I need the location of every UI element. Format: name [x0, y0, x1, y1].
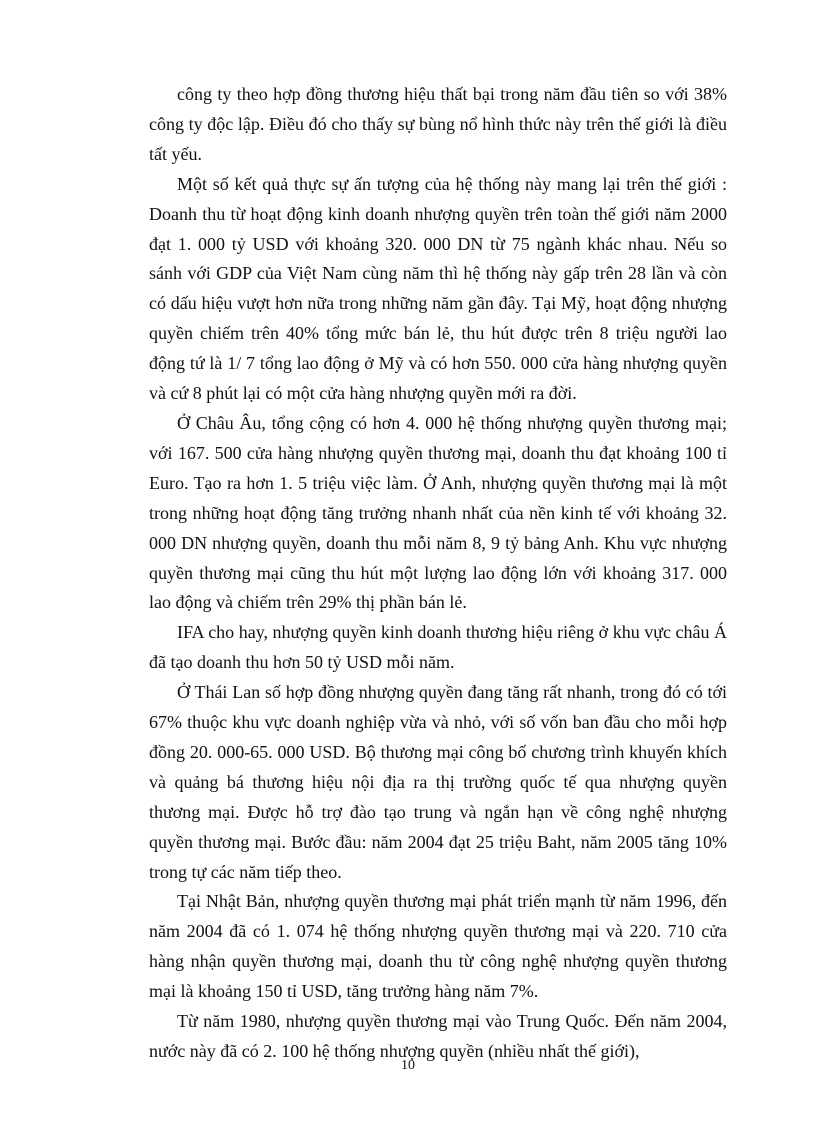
document-body [149, 80, 727, 1067]
paragraph: Một số kết quả thực sự ấn tượng của hệ thống này mang lại trên thế giới : Doanh thu từ hoạt động kinh doanh nhượng quyền trên toàn thế giới năm 2000 đạt 1. 000 tỷ USD với khoảng 320. 000 DN từ 75 ngành khác nhau. Nếu so sánh với GDP của Việt Nam cùng năm thì hệ thống này gấp trên 28 lần và còn có dấu hiệu vượt hơn nữa trong những năm gần đây. Tại Mỹ, hoạt động nhượng quyền chiếm trên 40% tổng mức bán lẻ, thu hút được trên 8 triệu người lao động tứ là 1/ 7 tổng lao động ở Mỹ và có hơn 550. 000 cửa hàng nhượng quyền và cứ 8 phút lại có một cửa hàng nhượng quyền mới ra đời. [149, 173, 727, 404]
paragraph: công ty theo hợp đồng thương hiệu thất bại trong năm đầu tiên so với 38% công ty độc lập. Điều đó cho thấy sự bùng nổ hình thức này trên thế giới là điều tất yếu. [149, 84, 727, 164]
paragraph: Từ năm 1980, nhượng quyền thương mại vào Trung Quốc. Đến năm 2004, nước này đã có 2. 100 hệ thống nhượng quyền (nhiều nhất thế giới), [149, 1011, 727, 1061]
paragraph: Tại Nhật Bản, nhượng quyền thương mại phát triển mạnh từ năm 1996, đến năm 2004 đã có 1. 074 hệ thống nhượng quyền thương mại và 220. 710 cửa hàng nhận quyền thương mại, doanh thu từ công nghệ nhượng quyền thương mại là khoảng 150 tỉ USD, tăng trưởng hàng năm 7%. [149, 891, 727, 1002]
paragraph: Ở Châu Âu, tổng cộng có hơn 4. 000 hệ thống nhượng quyền thương mại; với 167. 500 cửa hàng nhượng quyền thương mại, doanh thu đạt khoảng 100 tỉ Euro. Tạo ra hơn 1. 5 triệu việc làm. Ở Anh, nhượng quyền thương mại là một trong những hoạt động tăng trưởng nhanh nhất của nền kinh tế với khoảng 32. 000 DN nhượng quyền, doanh thu mỗi năm 8, 9 tỷ bảng Anh. Khu vực nhượng quyền thương mại cũng thu hút một lượng lao động lớn với khoảng 317. 000 lao động và chiếm trên 29% thị phần bán lẻ. [149, 412, 727, 613]
paragraph: Ở Thái Lan số hợp đồng nhượng quyền đang tăng rất nhanh, trong đó có tới 67% thuộc khu vực doanh nghiệp vừa và nhỏ, với số vốn ban đầu cho mỗi hợp đồng 20. 000-65. 000 USD. Bộ thương mại công bố chương trình khuyến khích và quảng bá thương hiệu nội địa ra thị trường quốc tế qua nhượng quyền thương mại. Được hỗ trợ đào tạo trung và ngắn hạn về công nghệ nhượng quyền thương mại. Bước đầu: năm 2004 đạt 25 triệu Baht, năm 2005 tăng 10% trong tự các năm tiếp theo. [149, 682, 727, 882]
page-number: 10 [401, 1058, 415, 1073]
paragraph: IFA cho hay, nhượng quyền kinh doanh thương hiệu riêng ở khu vực châu Á đã tạo doanh thu hơn 50 tỷ USD mỗi năm. [149, 622, 727, 673]
